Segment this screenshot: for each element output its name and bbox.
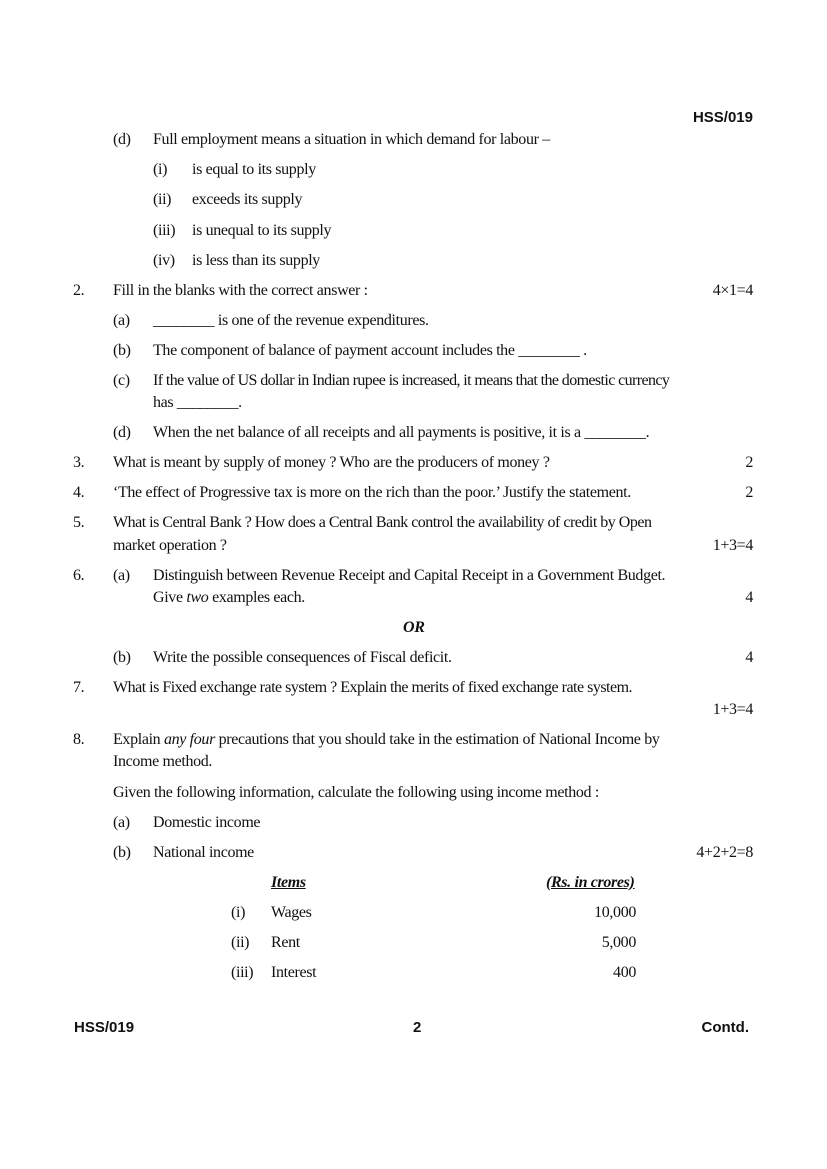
q8-given: Given the following information, calculate the following using income method :	[113, 784, 599, 801]
q6a-label: (a)	[113, 567, 130, 584]
q6a-line1: Distinguish between Revenue Receipt and Capital Receipt in a Government Budget.	[153, 567, 666, 584]
option-text: is equal to its supply	[192, 161, 316, 178]
row-item: Interest	[271, 964, 317, 981]
row-item: Wages	[271, 904, 312, 921]
q2c-label: (c)	[113, 372, 130, 389]
q2a-text: ________ is one of the revenue expenditures.	[153, 312, 429, 329]
footer-code: HSS/019	[74, 1019, 135, 1036]
q2b-label: (b)	[113, 342, 131, 359]
question-number: 6.	[73, 567, 85, 584]
q4-marks: 2	[745, 484, 753, 501]
q8b-label: (b)	[113, 844, 131, 861]
q6b-text: Write the possible consequences of Fiscal deficit.	[153, 649, 452, 666]
q2c-line2: has ________.	[153, 394, 242, 411]
option-text: is unequal to its supply	[192, 222, 332, 239]
question-number: 4.	[73, 484, 85, 501]
row-label: (i)	[231, 904, 246, 921]
question-number: 3.	[73, 454, 85, 471]
q5-marks: 1+3=4	[712, 537, 753, 554]
q5-line2: market operation ?	[113, 537, 227, 554]
question-number: 8.	[73, 731, 85, 748]
option-text: exceeds its supply	[192, 191, 303, 208]
header-code: HSS/019	[692, 109, 753, 126]
table-header-value: (Rs. in crores)	[546, 874, 635, 891]
q6a-line2	[153, 588, 305, 608]
option-label: (iii)	[153, 222, 176, 239]
q8-line1	[113, 730, 660, 750]
q8b-text: National income	[153, 844, 254, 861]
q8a-label: (a)	[113, 814, 130, 831]
q1d-label: (d)	[113, 131, 131, 148]
row-value: 5,000	[601, 934, 636, 951]
text: precautions that you should take in the estimation of National Income by	[214, 731, 660, 748]
question-number: 7.	[73, 679, 85, 696]
q1d-text: Full employment means a situation in which demand for labour –	[153, 131, 550, 148]
row-value: 400	[613, 964, 636, 981]
row-label: (iii)	[231, 964, 254, 981]
q8a-text: Domestic income	[153, 814, 261, 831]
q3-text: What is meant by supply of money ? Who are the producers of money ?	[113, 454, 550, 471]
text: Give	[153, 589, 187, 606]
q2d-label: (d)	[113, 424, 131, 441]
q6a-marks: 4	[745, 589, 753, 606]
option-label: (ii)	[153, 191, 172, 208]
table-header-items: Items	[271, 874, 306, 891]
q7-marks: 1+3=4	[712, 701, 753, 718]
question-number: 5.	[73, 514, 85, 531]
text: Explain	[113, 731, 164, 748]
continued-label: Contd.	[701, 1019, 749, 1036]
option-text: is less than its supply	[192, 252, 320, 269]
q4-text: ‘The effect of Progressive tax is more on the rich than the poor.’ Justify the statement.	[113, 484, 631, 501]
option-label: (i)	[153, 161, 168, 178]
row-label: (ii)	[231, 934, 250, 951]
page-number: 2	[413, 1019, 422, 1036]
q2-text: Fill in the blanks with the correct answer :	[113, 282, 368, 299]
q2d-text: When the net balance of all receipts and all payments is positive, it is a ________.	[153, 424, 650, 441]
row-item: Rent	[271, 934, 300, 951]
q2-marks: 4×1=4	[712, 282, 753, 299]
q5-line1: What is Central Bank ? How does a Central Bank control the availability of credit by Open	[113, 514, 652, 531]
emphasis: two	[186, 589, 209, 606]
q6b-marks: 4	[745, 649, 753, 666]
q2a-label: (a)	[113, 312, 130, 329]
emphasis: any four	[163, 731, 215, 748]
q8-line2: Income method.	[113, 753, 213, 770]
q2b-text: The component of balance of payment account includes the ________ .	[153, 342, 587, 359]
q2c-line1: If the value of US dollar in Indian rupee is increased, it means that the domestic currency	[153, 372, 670, 389]
q7-text: What is Fixed exchange rate system ? Explain the merits of fixed exchange rate system.	[113, 679, 633, 696]
text: examples each.	[208, 589, 305, 606]
question-number: 2.	[73, 282, 85, 299]
q8-marks: 4+2+2=8	[696, 844, 753, 861]
row-value: 10,000	[594, 904, 636, 921]
q3-marks: 2	[745, 454, 753, 471]
or-divider: OR	[403, 619, 425, 636]
q6b-label: (b)	[113, 649, 131, 666]
option-label: (iv)	[153, 252, 175, 269]
